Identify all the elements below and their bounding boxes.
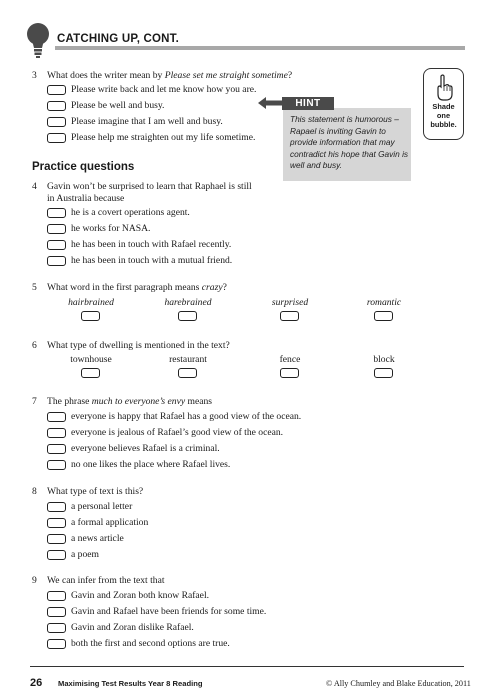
answer-option: surprised xyxy=(271,297,309,308)
answer-option: Gavin and Zoran dislike Rafael. xyxy=(71,622,194,633)
question-text-end: ? xyxy=(287,70,293,81)
answer-option: he has been in touch with Rafael recently. xyxy=(71,239,232,250)
answer-bubble[interactable] xyxy=(47,117,66,127)
answer-bubble[interactable] xyxy=(47,550,66,560)
page-number: 26 xyxy=(30,677,43,689)
question-text-end: means xyxy=(187,396,213,407)
question-number: 3 xyxy=(32,70,37,81)
question-number: 9 xyxy=(32,575,37,586)
question-text-part: What does the writer mean by xyxy=(47,70,163,81)
question-text xyxy=(47,282,227,294)
question-text: We can infer from the text that xyxy=(47,575,165,586)
answer-bubble[interactable] xyxy=(47,534,66,544)
answer-option: everyone is jealous of Rafael’s good view of the ocean. xyxy=(71,427,284,438)
answer-option: a news article xyxy=(71,533,124,544)
answer-bubble[interactable] xyxy=(47,224,66,234)
answer-bubble[interactable] xyxy=(47,591,66,601)
answer-option: Please help me straighten out my life sometime. xyxy=(71,132,256,143)
question-text-part: What word in the first paragraph means xyxy=(47,282,200,293)
question-number: 7 xyxy=(32,396,37,407)
answer-option: townhouse xyxy=(70,354,112,365)
answer-bubble[interactable] xyxy=(47,133,66,143)
hint-text: This statement is humorous – Rapael is inviting Gavin to provide information that may contradict his hope that Gavin is well and busy. xyxy=(290,114,409,170)
shade-line-3: bubble. xyxy=(430,119,457,129)
answer-option: Please imagine that I am well and busy. xyxy=(71,116,223,127)
answer-option: restaurant xyxy=(169,354,207,365)
hint-label: HINT xyxy=(282,97,334,110)
answer-option: Please write back and let me know how you are. xyxy=(71,84,257,95)
question-text-end: ? xyxy=(222,282,227,293)
answer-option: Please be well and busy. xyxy=(71,100,165,111)
answer-option: everyone is happy that Rafael has a good view of the ocean. xyxy=(71,411,302,422)
answer-bubble[interactable] xyxy=(47,412,66,422)
question-quote: crazy xyxy=(201,282,223,293)
lightbulb-icon xyxy=(24,22,52,58)
shade-instruction-text xyxy=(423,103,464,129)
answer-bubble[interactable] xyxy=(47,240,66,250)
answer-bubble[interactable] xyxy=(47,623,66,633)
answer-option: he works for NASA. xyxy=(71,223,151,234)
footer-rule xyxy=(30,666,464,667)
shade-line-1: Shade xyxy=(432,102,455,111)
answer-option: a personal letter xyxy=(71,501,133,512)
answer-option: romantic xyxy=(366,297,402,308)
answer-bubble[interactable] xyxy=(47,502,66,512)
answer-option: he has been in touch with a mutual friend. xyxy=(71,255,233,266)
answer-bubble[interactable] xyxy=(47,444,66,454)
arrow-left-icon xyxy=(258,96,284,110)
answer-bubble[interactable] xyxy=(47,256,66,266)
question-text: What type of text is this? xyxy=(47,486,144,497)
answer-option: block xyxy=(373,354,395,365)
answer-option: everyone believes Rafael is a criminal. xyxy=(71,443,220,454)
answer-option: no one likes the place where Rafael lives. xyxy=(71,459,231,470)
answer-bubble[interactable] xyxy=(280,311,299,321)
answer-bubble[interactable] xyxy=(47,101,66,111)
answer-option: a formal application xyxy=(71,517,149,528)
question-quote: Please set me straight sometime xyxy=(164,70,288,81)
answer-option: hairbrained xyxy=(68,297,114,308)
answer-option: a poem xyxy=(71,549,99,560)
answer-option: fence xyxy=(279,354,301,365)
answer-option: he is a covert operations agent. xyxy=(71,207,190,218)
answer-option: harebrained xyxy=(164,297,212,308)
page-title: CATCHING UP, CONT. xyxy=(57,33,180,45)
answer-bubble[interactable] xyxy=(47,85,66,95)
shade-line-2: one xyxy=(436,110,451,120)
answer-bubble[interactable] xyxy=(47,639,66,649)
header-rule xyxy=(55,46,465,50)
question-number: 5 xyxy=(32,282,37,293)
answer-bubble[interactable] xyxy=(178,368,197,378)
question-text: What type of dwelling is mentioned in the text? xyxy=(47,340,230,351)
section-title: Practice questions xyxy=(32,161,135,173)
answer-bubble[interactable] xyxy=(47,607,66,617)
answer-bubble[interactable] xyxy=(47,460,66,470)
question-text xyxy=(47,70,292,82)
answer-option: Gavin and Rafael have been friends for some time. xyxy=(71,606,267,617)
question-text-line-2: in Australia because xyxy=(47,193,125,204)
question-text xyxy=(47,396,212,408)
book-title: Maximising Test Results Year 8 Reading xyxy=(58,679,203,688)
copyright: © Ally Chumley and Blake Education, 2011 xyxy=(326,679,471,688)
question-text-part: The phrase xyxy=(47,396,90,407)
answer-option: both the first and second options are true. xyxy=(71,638,230,649)
answer-bubble[interactable] xyxy=(280,368,299,378)
question-number: 4 xyxy=(32,181,37,192)
answer-bubble[interactable] xyxy=(81,311,100,321)
question-number: 8 xyxy=(32,486,37,497)
answer-bubble[interactable] xyxy=(374,368,393,378)
answer-bubble[interactable] xyxy=(47,428,66,438)
answer-bubble[interactable] xyxy=(47,208,66,218)
answer-bubble[interactable] xyxy=(47,518,66,528)
answer-bubble[interactable] xyxy=(81,368,100,378)
answer-option: Gavin and Zoran both know Rafael. xyxy=(71,590,210,601)
hand-pointing-icon xyxy=(434,74,454,102)
question-number: 6 xyxy=(32,340,37,351)
answer-bubble[interactable] xyxy=(178,311,197,321)
question-text: Gavin won’t be surprised to learn that Raphael is still xyxy=(47,181,252,192)
answer-bubble[interactable] xyxy=(374,311,393,321)
question-quote: much to everyone’s envy xyxy=(91,396,186,407)
